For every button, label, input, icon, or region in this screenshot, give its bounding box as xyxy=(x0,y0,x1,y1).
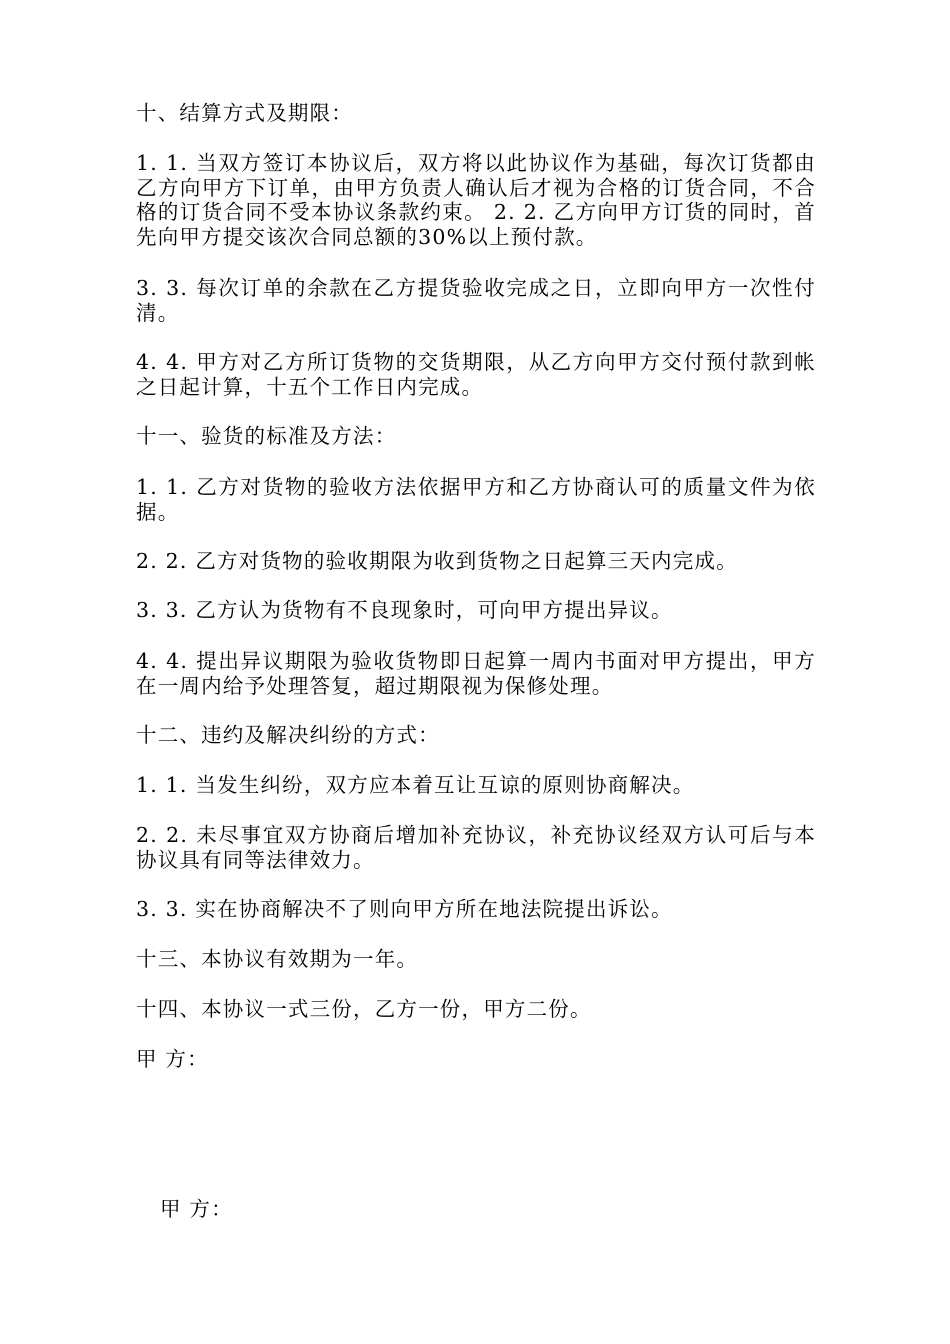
clause-11-3: 3. 3. 乙方认为货物有不良现象时，可向甲方提出异议。 xyxy=(136,598,673,622)
clause-12-1: 1. 1. 当发生纠纷，双方应本着互让互谅的原则协商解决。 xyxy=(136,773,695,797)
section-14: 十四、本协议一式三份，乙方一份，甲方二份。 xyxy=(136,997,592,1021)
clause-10-4: 4. 4. 甲方对乙方所订货物的交货期限，从乙方向甲方交付预付款到帐之日起计算，十五个工作日内完成。 xyxy=(136,350,816,399)
clause-12-2: 2. 2. 未尽事宜双方协商后增加补充协议，补充协议经双方认可后与本协议具有同等法律效力。 xyxy=(136,823,816,872)
section-13: 十三、本协议有效期为一年。 xyxy=(136,947,419,971)
clause-10-1-2: 1. 1. 当双方签订本协议后，双方将以此协议作为基础，每次订货都由乙方向甲方下订单，由甲方负责人确认后才视为合格的订货合同，不合格的订货合同不受本协议条款约束。 2. 2. 乙方向甲方订货的同时，首先向甲方提交该次合同总额的30%以上预付款。 xyxy=(136,151,816,249)
clause-10-3: 3. 3. 每次订单的余款在乙方提货验收完成之日，立即向甲方一次性付清。 xyxy=(136,276,816,325)
clause-11-1: 1. 1. 乙方对货物的验收方法依据甲方和乙方协商认可的质量文件为依据。 xyxy=(136,475,816,524)
clause-11-2: 2. 2. 乙方对货物的验收期限为收到货物之日起算三天内完成。 xyxy=(136,549,738,573)
section-10-heading: 十、结算方式及期限： xyxy=(136,101,353,125)
signature-party-a-2: 甲 方： xyxy=(160,1197,233,1221)
clause-12-3: 3. 3. 实在协商解决不了则向甲方所在地法院提出诉讼。 xyxy=(136,897,673,921)
section-11-heading: 十一、验货的标准及方法： xyxy=(136,424,397,448)
section-12-heading: 十二、违约及解决纠纷的方式： xyxy=(136,723,440,747)
clause-11-4: 4. 4. 提出异议期限为验收货物即日起算一周内书面对甲方提出，甲方在一周内给予处理答复，超过期限视为保修处理。 xyxy=(136,649,816,698)
signature-party-a-1: 甲 方： xyxy=(136,1047,209,1071)
